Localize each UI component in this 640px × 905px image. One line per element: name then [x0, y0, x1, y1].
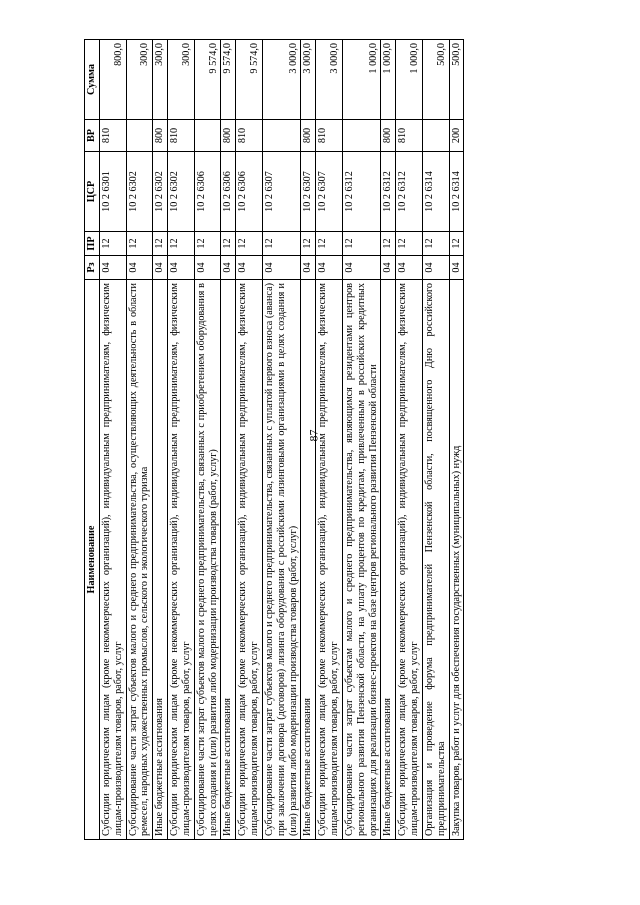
cell-sum: 500,0: [449, 40, 464, 120]
cell-rz: 04: [449, 256, 464, 280]
cell-pr: 12: [449, 232, 464, 256]
cell-csr: 10 2 6307: [316, 152, 343, 232]
cell-pr: 12: [381, 232, 396, 256]
cell-rz: 04: [316, 256, 343, 280]
cell-vr: 810: [236, 120, 263, 152]
cell-rz: 04: [301, 256, 316, 280]
cell-pr: 12: [153, 232, 168, 256]
cell-sum: 500,0: [422, 40, 449, 120]
cell-csr: 10 2 6301: [100, 152, 127, 232]
header-rz: Рз: [85, 256, 100, 280]
table-row: [422, 40, 449, 840]
cell-vr: [262, 120, 300, 152]
table-row: [194, 40, 221, 840]
cell-sum: 9 574,0: [194, 40, 221, 120]
cell-sum: 300,0: [168, 40, 195, 120]
table-row: [100, 40, 127, 840]
cell-csr: 10 2 6306: [194, 152, 221, 232]
cell-csr: 10 2 6302: [153, 152, 168, 232]
table-body: [100, 40, 464, 840]
budget-sheet: [84, 40, 574, 840]
header-csr: ЦСР: [85, 152, 100, 232]
cell-rz: 04: [422, 256, 449, 280]
header-row: [85, 40, 100, 840]
cell-sum: 1 000,0: [381, 40, 396, 120]
cell-vr: 810: [100, 120, 127, 152]
table-row: [168, 40, 195, 840]
cell-name: Субсидии юридическим лицам (кроме некоммерческих организаций), индивидуальным предпринимателям, физическим лицам-производителям товаров, работ, услуг: [168, 280, 195, 840]
cell-name: Субсидии юридическим лицам (кроме некоммерческих организаций), индивидуальным предпринимателям, физическим лицам-производителям товаров, работ, услуг: [100, 280, 127, 840]
cell-pr: 12: [316, 232, 343, 256]
cell-pr: 12: [194, 232, 221, 256]
cell-rz: 04: [381, 256, 396, 280]
table-row: [449, 40, 464, 840]
cell-sum: 3 000,0: [262, 40, 300, 120]
cell-name: Закупка товаров, работ и услуг для обеспечения государственных (муниципальных) нужд: [449, 280, 464, 840]
table-row: [316, 40, 343, 840]
table-row: [396, 40, 423, 840]
cell-csr: 10 2 6312: [381, 152, 396, 232]
cell-name: Субсидии юридическим лицам (кроме некоммерческих организаций), индивидуальным предпринимателям, физическим лицам-производителям товаров, работ, услуг: [236, 280, 263, 840]
cell-vr: 810: [316, 120, 343, 152]
cell-vr: 810: [168, 120, 195, 152]
cell-vr: [422, 120, 449, 152]
cell-name: Иные бюджетные ассигнования: [381, 280, 396, 840]
cell-csr: 10 2 6312: [342, 152, 380, 232]
cell-pr: 12: [236, 232, 263, 256]
cell-name: Иные бюджетные ассигнования: [301, 280, 316, 840]
cell-rz: 04: [262, 256, 300, 280]
cell-name: Субсидирование части затрат субъектам малого и среднего предпринимательства, являющимся резидентами центров регионального развития Пензенской области, на уплату процентов по кредитам, привлеченным в российских кредитных организациях для реализации бизнес-проектов на базе центров регионального развития Пензенской области: [342, 280, 380, 840]
cell-vr: 800: [381, 120, 396, 152]
cell-name: Субсидии юридическим лицам (кроме некоммерческих организаций), индивидуальным предпринимателям, физическим лицам-производителям товаров, работ, услуг: [316, 280, 343, 840]
cell-rz: 04: [236, 256, 263, 280]
cell-sum: 3 000,0: [316, 40, 343, 120]
table-row: [221, 40, 236, 840]
cell-name: Субсидии юридическим лицам (кроме некоммерческих организаций), индивидуальным предпринимателям, физическим лицам-производителям товаров, работ, услуг: [396, 280, 423, 840]
cell-rz: 04: [194, 256, 221, 280]
cell-csr: 10 2 6306: [221, 152, 236, 232]
cell-csr: 10 2 6314: [449, 152, 464, 232]
cell-sum: 300,0: [126, 40, 153, 120]
cell-rz: 04: [126, 256, 153, 280]
cell-vr: 200: [449, 120, 464, 152]
cell-vr: 800: [301, 120, 316, 152]
cell-sum: 800,0: [100, 40, 127, 120]
cell-pr: 12: [396, 232, 423, 256]
cell-csr: 10 2 6302: [126, 152, 153, 232]
cell-sum: 1 000,0: [396, 40, 423, 120]
table-row: [262, 40, 300, 840]
cell-name: Субсидирование части затрат субъектов малого и среднего предпринимательства, осуществляющих деятельность в области ремесел, народных художественных промыслов, сельского и экологического туризма: [126, 280, 153, 840]
table-row: [126, 40, 153, 840]
table-row: [236, 40, 263, 840]
cell-vr: [126, 120, 153, 152]
cell-pr: 12: [126, 232, 153, 256]
cell-vr: 810: [396, 120, 423, 152]
rotated-page: [84, 40, 574, 840]
cell-sum: 9 574,0: [236, 40, 263, 120]
cell-csr: 10 2 6306: [236, 152, 263, 232]
cell-vr: [194, 120, 221, 152]
cell-pr: 12: [168, 232, 195, 256]
cell-sum: 9 574,0: [221, 40, 236, 120]
table-row: [301, 40, 316, 840]
cell-name: Иные бюджетные ассигнования: [221, 280, 236, 840]
cell-pr: 12: [100, 232, 127, 256]
cell-sum: 1 000,0: [342, 40, 380, 120]
budget-table: [84, 39, 464, 840]
cell-name: Субсидирование части затрат субъектов малого и среднего предпринимательства, связанных с уплатой первого взноса (аванса) при заключении договора (договоров) лизинга оборудования с российскими лизинговыми организациями в целях создания и (или) развития либо модернизации производства товаров (работ, услуг): [262, 280, 300, 840]
cell-pr: 12: [342, 232, 380, 256]
table-row: [342, 40, 380, 840]
cell-csr: 10 2 6302: [168, 152, 195, 232]
cell-rz: 04: [100, 256, 127, 280]
cell-csr: 10 2 6307: [262, 152, 300, 232]
cell-name: Иные бюджетные ассигнования: [153, 280, 168, 840]
cell-rz: 04: [221, 256, 236, 280]
cell-csr: 10 2 6314: [422, 152, 449, 232]
cell-pr: 12: [262, 232, 300, 256]
cell-name: Организация и проведение форума предпринимателей Пензенской области, посвященного Дню российского предпринимательства: [422, 280, 449, 840]
header-pr: ПР: [85, 232, 100, 256]
cell-vr: 800: [221, 120, 236, 152]
header-sum: Сумма: [85, 40, 100, 120]
cell-rz: 04: [342, 256, 380, 280]
cell-vr: [342, 120, 380, 152]
cell-rz: 04: [396, 256, 423, 280]
cell-sum: 3 000,0: [301, 40, 316, 120]
table-row: [381, 40, 396, 840]
cell-csr: 10 2 6307: [301, 152, 316, 232]
cell-rz: 04: [168, 256, 195, 280]
cell-name: Субсидирование части затрат субъектов малого и среднего предпринимательства, связанных с приобретением оборудования в целях создания и (или) развития либо модернизации производства товаров (работ, услуг): [194, 280, 221, 840]
header-vr: ВР: [85, 120, 100, 152]
cell-pr: 12: [221, 232, 236, 256]
cell-csr: 10 2 6312: [396, 152, 423, 232]
cell-rz: 04: [153, 256, 168, 280]
cell-pr: 12: [422, 232, 449, 256]
page-number: 87: [306, 429, 321, 442]
cell-vr: 800: [153, 120, 168, 152]
table-row: [153, 40, 168, 840]
header-name: Наименование: [85, 280, 100, 840]
cell-sum: 300,0: [153, 40, 168, 120]
cell-pr: 12: [301, 232, 316, 256]
